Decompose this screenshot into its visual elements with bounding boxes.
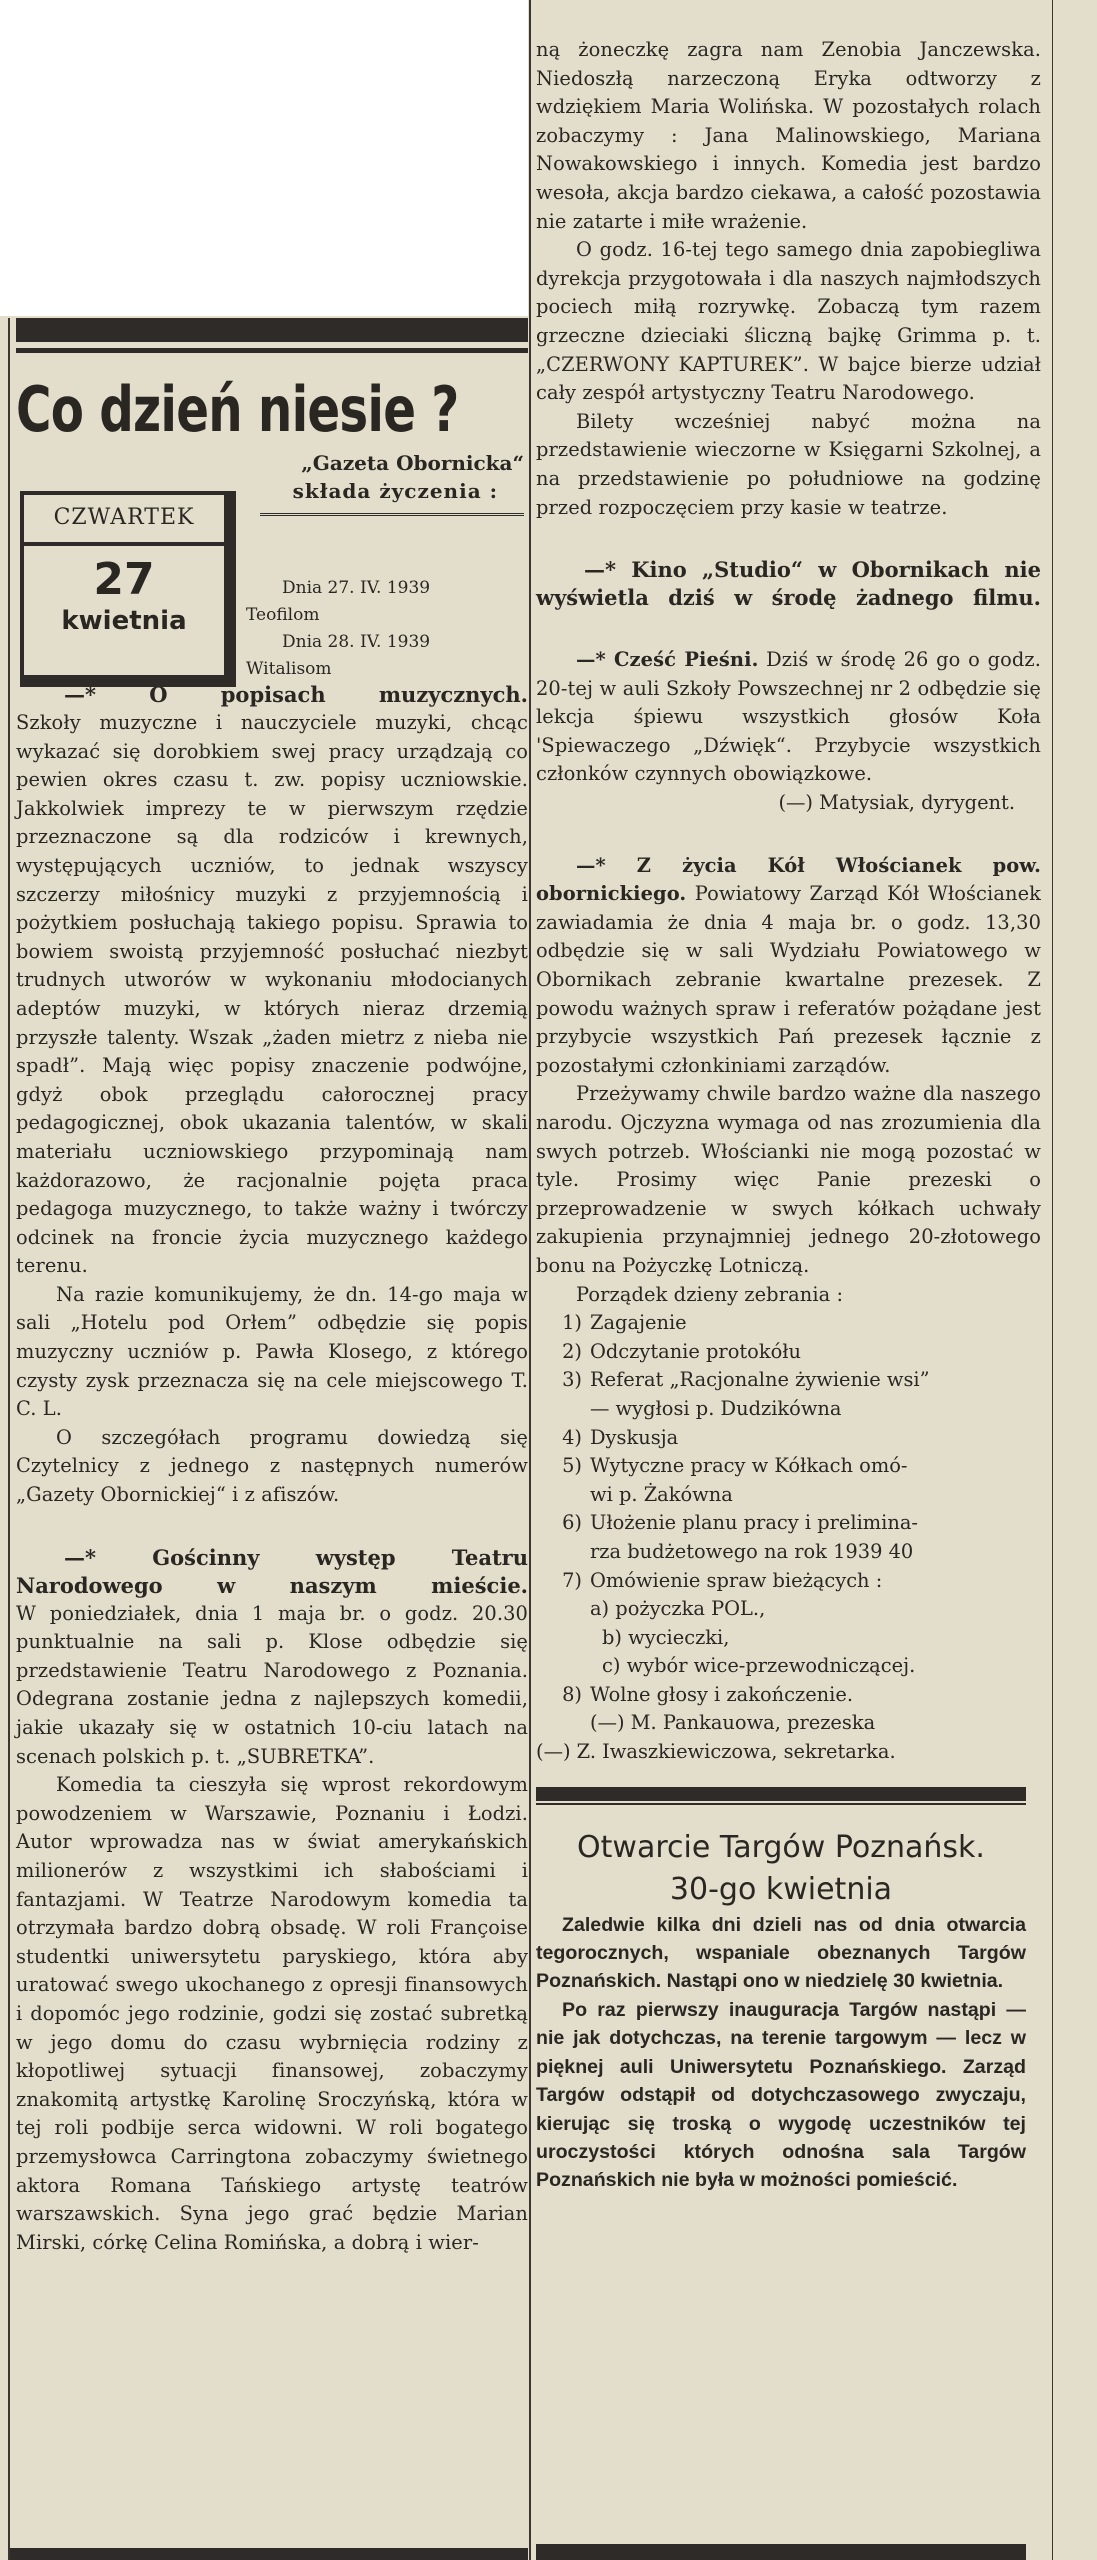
top-thick-rule xyxy=(16,318,528,342)
right-column xyxy=(536,36,1041,2560)
calendar-separator xyxy=(24,542,224,546)
column-divider xyxy=(529,0,531,2560)
calendar-box xyxy=(20,491,236,687)
article-paragraph: O szczegółach programu dowiedzą się Czytelnicy z jednego z następnych numerów „Gazety Obornickiej“ i z afiszów. xyxy=(16,1425,528,1507)
article-paragraph: O godz. 16-tej tego samego dnia zapobiegliwa dyrekcja przygotowała i dla naszych najmłodszych pociech miłą rozrywkę. Zobaczą tym razem grzeczne dzieciaki śliczną bajkę Grimma p. t. „CZERWONY KAPTUREK”. W bajce bierze udział cały zespół artystyczny Teatru Narodowego. xyxy=(536,238,1041,405)
agenda-item: 3) Referat „Racjonalne żywienie wsi” xyxy=(562,1368,930,1392)
article-paragraph: Po raz pierwszy inauguracja Targów nastąpi — nie jak dotychczas, na terenie targowym — lecz w pięknej auli Uniwersytetu Poznańskiego. Zarząd Targów odstąpił od dotychczasowego zwyczaju, kierując się troską o wygodę uczestników tej uroczystości których odnośna sala Targów Poznańskich nie była w możności pomieścić. xyxy=(536,1998,1026,2192)
agenda-item: 4) Dyskusja xyxy=(562,1425,679,1449)
article-paragraph: Powiatowy Zarząd Kół Włościanek zawiadamia że dnia 4 maja br. o godz. 13,30 odbędzie się w sali Wydziału Powiatowego w Obornikach zebranie kwartalne prezesek. Z powodu ważnych spraw i referatów pożądane jest przybycie wszystkich Pań prezesek łącznie z pozostałymi członkiniami zarządów. xyxy=(536,882,1041,1077)
title-line: 30-go kwietnia xyxy=(669,1871,893,1907)
article-targi xyxy=(536,1911,1026,2195)
article-paragraph: Komedia ta cieszyła się wprost rekordowym powodzeniem w Warszawie, Poznaniu i Łodzi. Autor wprowadza nas w świat amerykańskich milionerów z wszystkimi ich słabościami i fantazjami. W Teatrze Narodowym komedia ta otrzymała bardzo dobrą obsadę. W roli Françoise studentki uniwersytetu paryskiego, która aby uratować swego ukochanego z opresji finansowych i dopomóc jego rodzinie, godzi się zostać subretką w jego domu do czasu wybrnięcia rodziny z kłopotliwej sytuacji finansowej, zobaczymy znakomitą artystkę Karolinę Sroczyńską, która w tej roli podbije serca widowni. W roli bogatego przemysłowca Carringtona zobaczymy świetnego aktora Romana Tańskiego artystę teatrów warszawskich. Syna jego grać będzie Marian Mirski, córkę Celina Romińska, a dobrą i wier- xyxy=(16,1773,528,2254)
blank-area xyxy=(0,0,528,316)
agenda-item-continued: wi p. Żakówna xyxy=(590,1482,733,1506)
calendar-day-number: 27 xyxy=(93,554,155,605)
bottom-rule-left xyxy=(10,2548,528,2560)
agenda-item: 7) Omówienie spraw bieżących : xyxy=(562,1568,883,1592)
signature: (—) M. Pankauowa, prezeska xyxy=(590,1711,876,1735)
article-teatr-continued xyxy=(536,36,1041,522)
left-column xyxy=(16,318,528,2560)
article-paragraph: Zaledwie kilka dni dzieli nas od dnia otwarcia tegorocznych, wspaniale obeznanych Targów Poznańskich. Nastąpi ono w niedzielę 30 kwietnia. xyxy=(536,1913,1026,1993)
agenda-subitem: c) wybór wice-przewodniczącej. xyxy=(602,1654,916,1678)
left-border-rule xyxy=(8,318,10,2560)
article-paragraph: W poniedziałek, dnia 1 maja br. o godz. 20.30 punktualnie na sali p. Klose odbędzie się przedstawienie Teatru Narodowego z Poznania. Odegrana zostanie jedna z najlepszych komedii, jakie ukazały się w ostatnich 10-ciu latach na scenach polskich p. t. „SUBRETKA”. xyxy=(16,1601,528,1768)
name-day-date: Dnia 27. IV. 1939 xyxy=(282,578,431,598)
section-thin-rule xyxy=(536,1803,1026,1805)
title-line: Otwarcie Targów Poznańsk. xyxy=(577,1829,985,1865)
greeting-double-rule xyxy=(260,513,524,519)
article-heading: —* O popisach muzycznych. xyxy=(64,682,528,707)
agenda-item: 6) Ułożenie planu pracy i prelimina- xyxy=(562,1511,918,1535)
agenda-subitem: a) pożyczka POL., xyxy=(590,1597,766,1621)
article-wloscianki xyxy=(536,852,1041,1767)
signature: (—) Matysiak, dyrygent. xyxy=(778,791,1015,815)
agenda-list xyxy=(536,1309,1041,1767)
article-paragraph: Na razie komunikujemy, że dn. 14-go maja w sali „Hotelu pod Orłem” odbędzie się popis muzyczny uczniów p. Pawła Klosego, z którego czysty zysk przeznacza się na cele miejscowego T. C. L. xyxy=(16,1282,528,1421)
article-teatr xyxy=(16,1544,528,2258)
article-heading: —* Gościnny występ Teatru Narodowego w naszym mieście. xyxy=(16,1544,528,1598)
article-paragraph: Przeżywamy chwile bardzo ważne dla naszego narodu. Ojczyzna wymaga od nas zrozumienia dla swych potrzeb. Włościanki nie mogą pozostać w tyle. Prosimy więc Panie prezeski o przeprowadzenie w swych kółkach uchwały zakupienia przynajmniej jednego 20-złotowego bonu na Pożyczkę Lotniczą. xyxy=(536,1082,1041,1277)
top-thin-rule xyxy=(16,348,528,353)
article-targi-title xyxy=(536,1827,1026,1911)
article-heading: —* Z życia Kół Włościanek pow. obornickiego. xyxy=(536,853,1041,906)
article-paragraph: Dziś w środę 26 go o godz. 20-tej w auli Szkoły Powszechnej nr 2 odbędzie się lekcja śpiewu wszystkich głosów Koła 'Spiewaczego „Dźwięk“. Przybycie wszystkich członków czynnych obowiązkowe. xyxy=(536,648,1041,786)
agenda-item: 8) Wolne głosy i zakończenie. xyxy=(562,1682,853,1706)
name-days-list xyxy=(246,575,430,683)
name-day-date: Dnia 28. IV. 1939 xyxy=(282,632,431,652)
article-paragraph: ną żoneczkę zagra nam Zenobia Janczewska. Niedoszłą narzeczoną Eryka odtworzy z wdziękiem Maria Wolińska. W pozostałych rolach zobaczymy : Jana Malinowskiego, Mariana Nowakowskiego i innych. Komedia jest bardzo wesoła, akcja bardzo ciekawa, a całość pozostawia nie zatarte i miłe wrażenie. xyxy=(536,38,1041,233)
article-piesni xyxy=(536,646,1041,789)
agenda-item-continued: rza budżetowego na rok 1939 40 xyxy=(590,1539,914,1563)
right-border-rule xyxy=(1052,0,1053,2560)
article-kino-heading: —* Kino „Studio“ w Obornikach nie wyświetla dziś w środę żadnego filmu. xyxy=(536,557,1041,611)
article-heading: —* Cześć Pieśni. xyxy=(576,648,759,672)
agenda-title: Porządek dzieny zebrania : xyxy=(576,1282,844,1306)
article-popisy xyxy=(16,681,528,1510)
section-thick-rule xyxy=(536,1787,1026,1801)
calendar-month: kwietnia xyxy=(61,606,187,636)
greeting-wishes: składa życzenia : xyxy=(292,479,498,503)
greetings-block xyxy=(16,451,528,681)
name-day-names: Witalisom xyxy=(246,659,332,679)
article-paragraph: Szkoły muzyczne i nauczyciele muzyki, chcąc wykazać się dorobkiem swej pracy urządzają co pewien okres czasu t. zw. popisy uczniowskie. Jakkolwiek imprezy te w pierwszym rzędzie przeznaczone są dla rodziców i krewnych, występujących uczniów, to jednak wszyscy szczerzy miłośnicy muzyki z przyjemnością i pożytkiem posłuchają takiego popisu. Sprawia to bowiem swoistą przyjemność posłuchać niezbyt trudnych utworów w wykonaniu młodocianych adeptów muzyki, w których nieraz drzemią przyszłe talenty. Wszak „żaden mietrz z nieba nie spadł”. Mają więc popisy znaczenie podwójne, gdyż obok przeglądu całorocznej pracy pedagogicznej, obok ukazania talentów, w skali materiału uczniowskiego przypominają nam każdorazowo, że racjonalnie pojęta praca pedagoga muzycznego, to także ważny i twórczy odcinek na froncie życia muzycznego każdego terenu. xyxy=(16,711,528,1278)
agenda-subitem: b) wycieczki, xyxy=(602,1625,730,1649)
agenda-item: 1) Zagajenie xyxy=(562,1311,687,1335)
agenda-item: 2) Odczytanie protokółu xyxy=(562,1339,802,1363)
agenda-item: 5) Wytyczne pracy w Kółkach omó- xyxy=(562,1454,908,1478)
bottom-rule-right xyxy=(536,2544,1026,2560)
agenda-item-continued: — wygłosi p. Dudzikówna xyxy=(590,1396,842,1420)
article-paragraph: Bilety wcześniej nabyć można na przedstawienie wieczorne w Księgarni Szkolnej, a na przedstawienie po południowe na godzinę przed rozpoczęciem przy kasie w teatrze. xyxy=(536,409,1041,519)
signature: (—) Z. Iwaszkiewiczowa, sekretarka. xyxy=(536,1740,896,1764)
name-day-names: Teofilom xyxy=(246,605,320,625)
calendar-weekday: CZWARTEK xyxy=(53,505,195,530)
greeting-sender: „Gazeta Obornicka“ xyxy=(301,451,524,475)
section-title: Co dzień niesie ? xyxy=(16,373,459,446)
